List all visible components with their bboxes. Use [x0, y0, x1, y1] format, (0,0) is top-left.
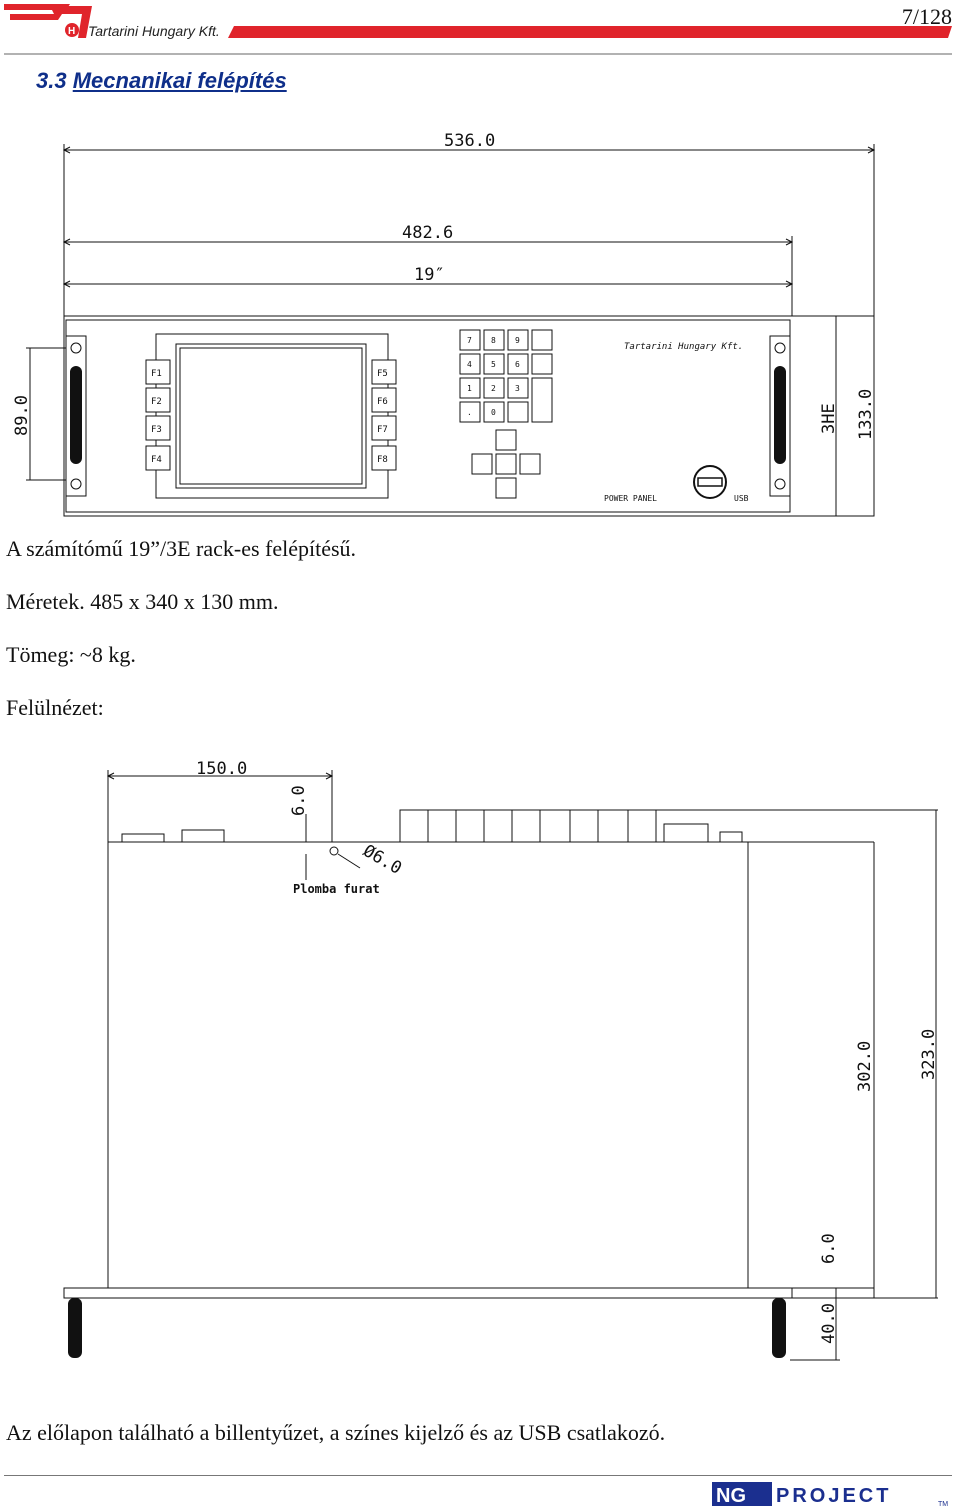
dim-323: 323.0 [919, 1028, 939, 1080]
svg-text:H: H [68, 26, 76, 37]
key-2: 2 [491, 384, 496, 393]
section-title-text: Mecnanikai felépítés [72, 68, 287, 93]
paragraph-dimensions: Méretek. 485 x 340 x 130 mm. [6, 589, 279, 614]
logo-project: PROJECT [776, 1485, 892, 1507]
top-view-drawing [0, 740, 960, 1370]
logo-ng: NG [716, 1485, 746, 1507]
company-name: Tartarini Hungary Kft. [88, 23, 220, 39]
tartarini-logo [4, 4, 92, 38]
fkey-f3: F3 [151, 425, 162, 435]
fkey-f7: F7 [377, 425, 388, 435]
key-4: 4 [467, 360, 472, 369]
logo-tm: TM [938, 1501, 949, 1508]
front-logo-text: Tartarini Hungary Kft. [624, 342, 744, 352]
fkey-f8: F8 [377, 455, 388, 465]
paragraph-rack: A számítómű 19”/3E rack-es felépítésű. [6, 536, 357, 561]
paragraph-weight: Tömeg: ~8 kg. [6, 642, 136, 667]
key-3: 3 [515, 384, 520, 393]
key-5: 5 [491, 360, 496, 369]
usb-label: USB [734, 494, 749, 503]
key-8: 8 [491, 336, 496, 345]
dim-89: 89.0 [12, 395, 32, 436]
fkey-f1: F1 [151, 369, 162, 379]
key-1: 1 [467, 384, 472, 393]
key-dot: . [467, 408, 472, 417]
page-number: 7/128 [901, 4, 952, 29]
dim-3he: 3HE [819, 403, 839, 434]
fkey-f2: F2 [151, 397, 162, 407]
dim-302: 302.0 [855, 1040, 875, 1092]
dim-6-top: 6.0 [289, 785, 309, 816]
caption-front-panel: Az előlapon található a billentyűzet, a színes kijelző és az USB csatlakozó. [6, 1420, 666, 1445]
front-view-drawing [0, 120, 960, 530]
dim-133: 133.0 [856, 388, 876, 440]
fkey-f6: F6 [377, 397, 388, 407]
dim-536: 536.0 [444, 131, 496, 151]
dim-19inch: 19″ [414, 265, 445, 285]
handle-left [70, 366, 82, 464]
section-number: 3.3 [36, 68, 67, 93]
handle-left-top [68, 1298, 82, 1358]
paragraph-topview: Felülnézet: [6, 695, 104, 720]
key-0: 0 [491, 408, 496, 417]
dim-150: 150.0 [196, 759, 248, 779]
fkey-f5: F5 [377, 369, 388, 379]
key-6: 6 [515, 360, 520, 369]
ngproject-logo [712, 1480, 952, 1508]
handle-right [774, 366, 786, 464]
dim-hole-diameter: Ø6.0 [359, 841, 405, 879]
header-red-band [228, 26, 952, 38]
key-9: 9 [515, 336, 520, 345]
page-header [0, 0, 960, 56]
footer-rule [4, 1475, 952, 1476]
seal-hole-label: Plomba furat [293, 882, 380, 896]
dim-482: 482.6 [402, 223, 454, 243]
power-switch-icon [694, 466, 726, 498]
dim-6-bottom: 6.0 [819, 1233, 839, 1264]
power-panel-label: POWER PANEL [604, 494, 657, 503]
section-title [36, 68, 287, 94]
handle-right-top [772, 1298, 786, 1358]
fkey-f4: F4 [151, 455, 162, 465]
key-7: 7 [467, 336, 472, 345]
dim-40: 40.0 [819, 1303, 839, 1344]
